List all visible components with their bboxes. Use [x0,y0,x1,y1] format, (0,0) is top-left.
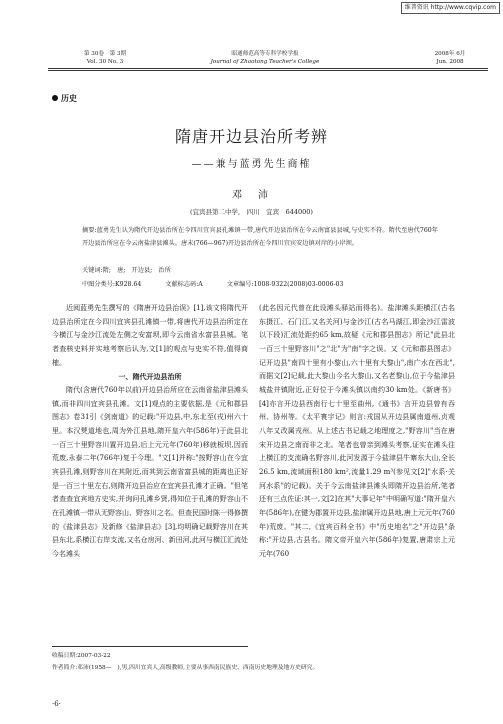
keywords: 关键词:隋; 唐; 开边县; 治所 [82,267,171,274]
article-subtitle: ——兼与蓝勇先生商榷 [191,159,312,170]
body-paragraph: 近阅蓝勇先生撰写的《隋唐开边县治误》[1],该文将隋代开边县治所定在今四川宜宾县孔滩镇一带,将唐代开边县治所定在今横江与金沙江流处左侧之安富坝,即今云南省水富县县城。笔者查核史料并实地考察后认为,文[1]的观点与史实不符,值得商榷。 [52,304,248,367]
journal-cn: 昭通师范高等专科学校学报 [231,51,299,57]
article-number: 文章编号:1008-9322(2008)03-0006-03 [226,281,344,288]
article-title: 隋唐开边县治所考辨 [174,127,328,146]
volume-cn: 第 30卷 第 3期 [83,51,127,57]
author-affiliation: (宜宾县第二中学, 四川 宜宾 644000) [190,208,313,216]
body-paragraph: 隋代(含唐代760年以前)开边县治所应在云南省盐津县滩头镇,而非四川宜宾县孔滩。文[1]观点的主要依据,是《元和郡县图志》卷31引《剑南道》的记载:"开边县,中,东北至(戎)州六十里。本汉僰道地也,周为外江县地,隋开皇六年(586年)于此县北一百三十里野容川置开边县,后上元元年(760年)移就板坝,因而荒废,永泰二年(766年)复于今理。"文[1]并称:"按野容山在今宜宾县孔滩,则野容川在其附近,而其到云南省富县城的距离也正好是一百三十里左右,则隋开边县治应在宜宾县孔滩才正确。"但笔者查查宜宾地方史实,并询问孔滩乡贤,得知位于孔滩的野容山不在孔滩镇一带从无野容山、野容川之名。但查民国时陈一得修撰的《盐津县志》及新修《盐津县志》[3],均明确记载野容川在其县东北,系横江右岸支流,又名仓房河、新田河,此河与横江汇流处今名滩头 [52,385,248,558]
journal-en: Journal of Zhaotong Teacher's College [210,59,320,65]
header-rule-top [48,68,488,69]
date-en: Jun. 2008 [436,59,464,65]
date-info [420,50,480,66]
section-heading: 一、隋代开边县治所 [118,372,182,382]
document-code: 文献标志码:A [165,281,203,288]
header-rule-bottom [48,70,488,71]
body-paragraph: (此名因元代曾在此设滩头驿站而得名)。盐津滩头距横江(古名东摄江、石门江,又名关河)与金沙江(古名马湖江,即金沙江雷波以下段)汇流处距约65 km,故疑《元和郡县图志》所记"此县北一百三十里野容川"之"北"为"南"字之误。又《元和郡县图志》记开边县"南四十里有小黎山,六十里有大黎山",南广水在西北",而据文[2]记载,此大黎山今名大黎山,又名老黎山,位于今盐津县城盐井镇附近,正好位于今滩头镇以南约30 km处。《新唐书》[4]亦言开边县西南行七十里至曲州,《通书》言开边县曾有吞州、协州等。《太平寰宇记》则言:戎国从开边县属南道州,贞观八年又改属戎州。从上述古书记载之地理度之,"野容川"当在唐宋开边县之南而非之北。笔者也曾亲到滩头考察,证实在滩头往上横江的支流确名野容川,此河发源于今盐津县牛寨东大山,全长26.5 km,流域面积180 km²,流量1.29 m³(参见文[2]"水系·关河水系"的记载)。关于今云南盐津县滩头即隋开边县治所,笔者还有三点佐证:其一,文[2]在其"大事记年"中明确写道:"隋开皇六年(586年),在键为郡置开边县,盐津属开边县地,唐上元元年(760年)荒废。"其二,《宜宾百科全书》中"历史地名"之"开边县"条称:"开边县,古县名。隋文帝开皇六年(586年)复置,唐肃宗上元元年(760 [259,304,455,558]
article-meta [82,279,462,288]
body-column-left [52,302,248,561]
journal-info [190,50,340,66]
author-bio: 作者简介:邓沛(1958— ),男,四川宜宾人,高级教师,主要从事西南民族史、西南历史地理及地方史研究。 [52,665,319,671]
watermark-label: 维普资讯 http://www.cqvip.com [401,2,500,14]
author-name: 邓 沛 [232,190,271,201]
page-number: ·6· [52,700,61,708]
column-tag-label: 历史 [61,94,77,103]
volume-info [60,50,150,66]
received-date: 收稿日期:2007-03-22 [52,653,111,659]
date-cn: 2008年 6月 [434,51,466,57]
bullet-icon [52,95,58,101]
body-column-right [259,302,455,561]
abstract: 摘要:蓝勇先生认为隋代开边县治所在今四川宜宾县孔滩镇一带,唐代开边县治所在今云南富县县城,与史实不符。隋代至唐代760年开边县治所应在今云南盐津县滩头。唐末(766—967)开边县治所在今四川宜宾安边镇对岸的小岸坝。 [82,227,438,247]
column-tag [52,93,77,104]
footnote-rule [52,646,248,647]
volume-en: Vol. 30 No. 3 [86,59,124,65]
clc-number: 中图分类号:K928.64 [82,281,142,288]
